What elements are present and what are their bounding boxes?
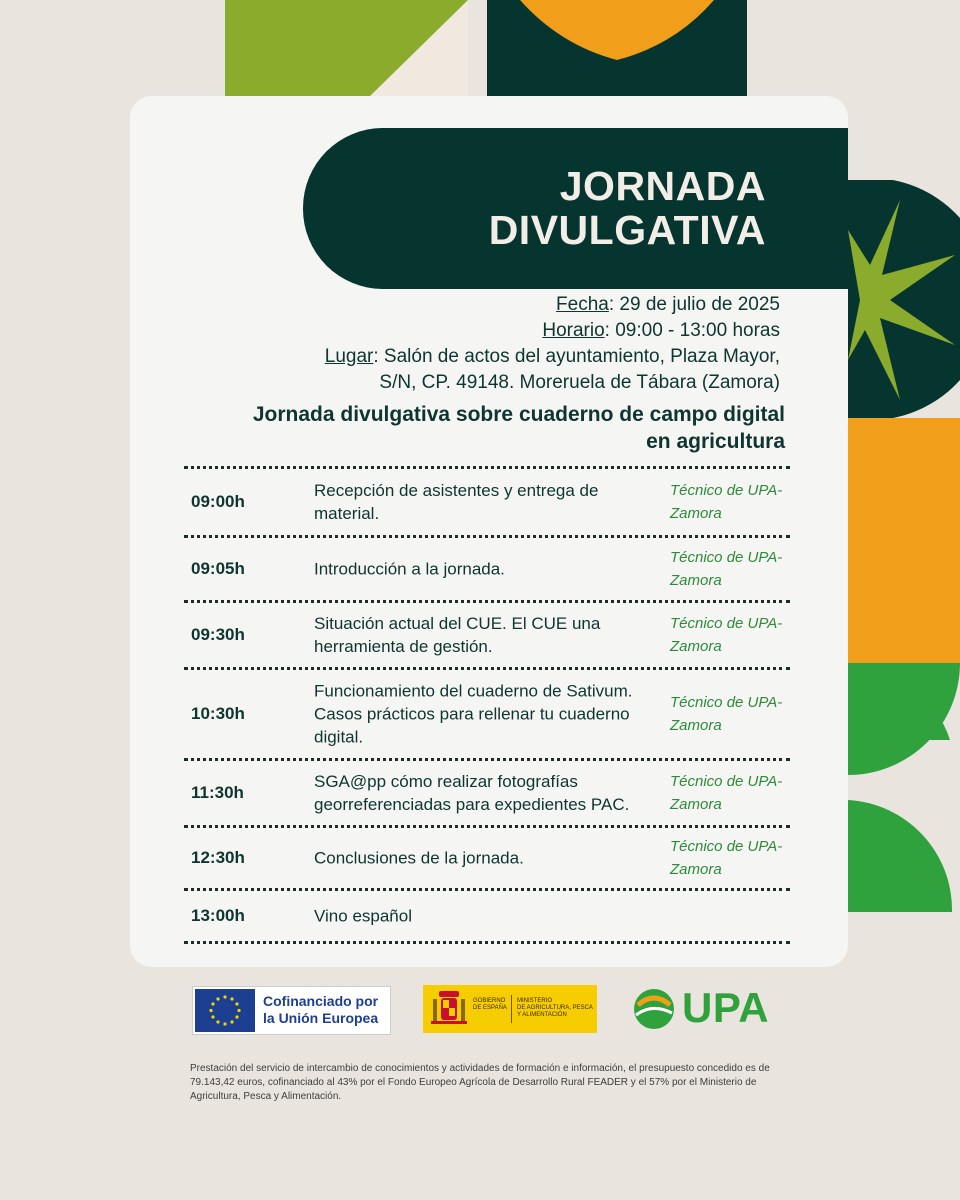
schedule-time: 10:30h: [191, 704, 245, 723]
title-banner: [303, 128, 848, 289]
eu-flag-icon: [195, 989, 255, 1032]
schedule-time: 13:00h: [191, 906, 245, 925]
page-title: [489, 164, 766, 252]
schedule-row: [184, 891, 790, 944]
gobierno-logo: [423, 985, 597, 1033]
subtitle-line-2: en agricultura: [646, 430, 785, 453]
schedule-table: [184, 466, 790, 944]
fecha-value: : 29 de julio de 2025: [608, 294, 780, 315]
schedule-row: [184, 469, 790, 538]
schedule-speaker: Técnico de UPA-Zamora: [670, 615, 783, 655]
schedule-time: 09:30h: [191, 625, 245, 644]
schedule-row: [184, 670, 790, 761]
eu-logo-line-2: la Unión Europea: [263, 1010, 379, 1026]
lugar-value: : Salón de actos del ayuntamiento, Plaza Mayor,: [373, 346, 780, 367]
fecha-line: [160, 292, 780, 318]
schedule-desc: Situación actual del CUE. El CUE una herramienta de gestión.: [314, 614, 601, 656]
schedule-time: 11:30h: [191, 783, 244, 802]
schedule-row: [184, 603, 790, 670]
eu-logo-text: [263, 993, 378, 1027]
event-subtitle: [145, 401, 785, 455]
event-info: [160, 292, 780, 396]
horario-value: : 09:00 - 13:00 horas: [604, 320, 780, 341]
schedule-time: 09:05h: [191, 559, 245, 578]
upa-emblem-icon: [632, 987, 676, 1031]
schedule-time: 09:00h: [191, 492, 245, 511]
schedule-desc: Funcionamiento del cuaderno de Sativum. Casos prácticos para rellenar tu cuaderno digital.: [314, 681, 633, 747]
min-line-1: MINISTERIO: [517, 998, 553, 1004]
schedule-desc: Recepción de asistentes y entrega de material.: [314, 481, 599, 523]
schedule-speaker: Técnico de UPA-Zamora: [670, 773, 783, 813]
eu-logo-line-1: Cofinanciado por: [263, 993, 379, 1009]
schedule-speaker: Técnico de UPA-Zamora: [670, 694, 783, 734]
lugar-line: [160, 344, 780, 370]
title-line-2: DIVULGATIVA: [488, 207, 766, 253]
funding-footer: Prestación del servicio de intercambio de conocimientos y actividades de formación e información, el presupuesto concedido es de 79.143,42 euros, cofinanciado al 43% por el Fondo Europeo Agrícola de Desarrollo Rural FEADER y el 57% por el Ministerio de Agricultura, Pesca y Alimentación.: [190, 1063, 770, 1102]
ministerio-text: [517, 998, 597, 1019]
eu-logo: [192, 986, 391, 1035]
logo-divider: [511, 995, 512, 1023]
schedule-desc: Conclusiones de la jornada.: [314, 848, 524, 868]
horario-label: Horario: [542, 320, 605, 341]
schedule-time: 12:30h: [191, 848, 245, 867]
gob-line-2: DE ESPAÑA: [473, 1005, 507, 1011]
min-line-3: Y ALIMENTACIÓN: [517, 1012, 567, 1018]
upa-logo-text: UPA: [682, 984, 770, 1031]
gob-line-1: GOBIERNO: [473, 998, 506, 1004]
gobierno-text: [473, 998, 513, 1012]
schedule-speaker: Técnico de UPA-Zamora: [670, 549, 783, 589]
schedule-speaker: Técnico de UPA-Zamora: [670, 838, 783, 878]
coat-of-arms-icon: [429, 987, 469, 1031]
schedule-desc: Vino español: [314, 906, 412, 926]
fecha-label: Fecha: [556, 294, 609, 315]
horario-line: [160, 318, 780, 344]
schedule-speaker: Técnico de UPA-Zamora: [670, 482, 783, 522]
lugar-label: Lugar: [324, 346, 374, 367]
subtitle-line-1: Jornada divulgativa sobre cuaderno de campo digital: [252, 403, 785, 426]
title-line-1: JORNADA: [559, 163, 766, 209]
schedule-row: [184, 538, 790, 603]
min-line-2: DE AGRICULTURA, PESCA: [517, 1005, 593, 1011]
schedule-row: [184, 761, 790, 828]
schedule-desc: Introducción a la jornada.: [314, 559, 505, 579]
lugar-line-2: S/N, CP. 49148. Moreruela de Tábara (Zamora): [379, 372, 780, 393]
schedule-desc: SGA@pp cómo realizar fotografías georreferenciadas para expedientes PAC.: [314, 772, 630, 814]
schedule-row: [184, 828, 790, 891]
